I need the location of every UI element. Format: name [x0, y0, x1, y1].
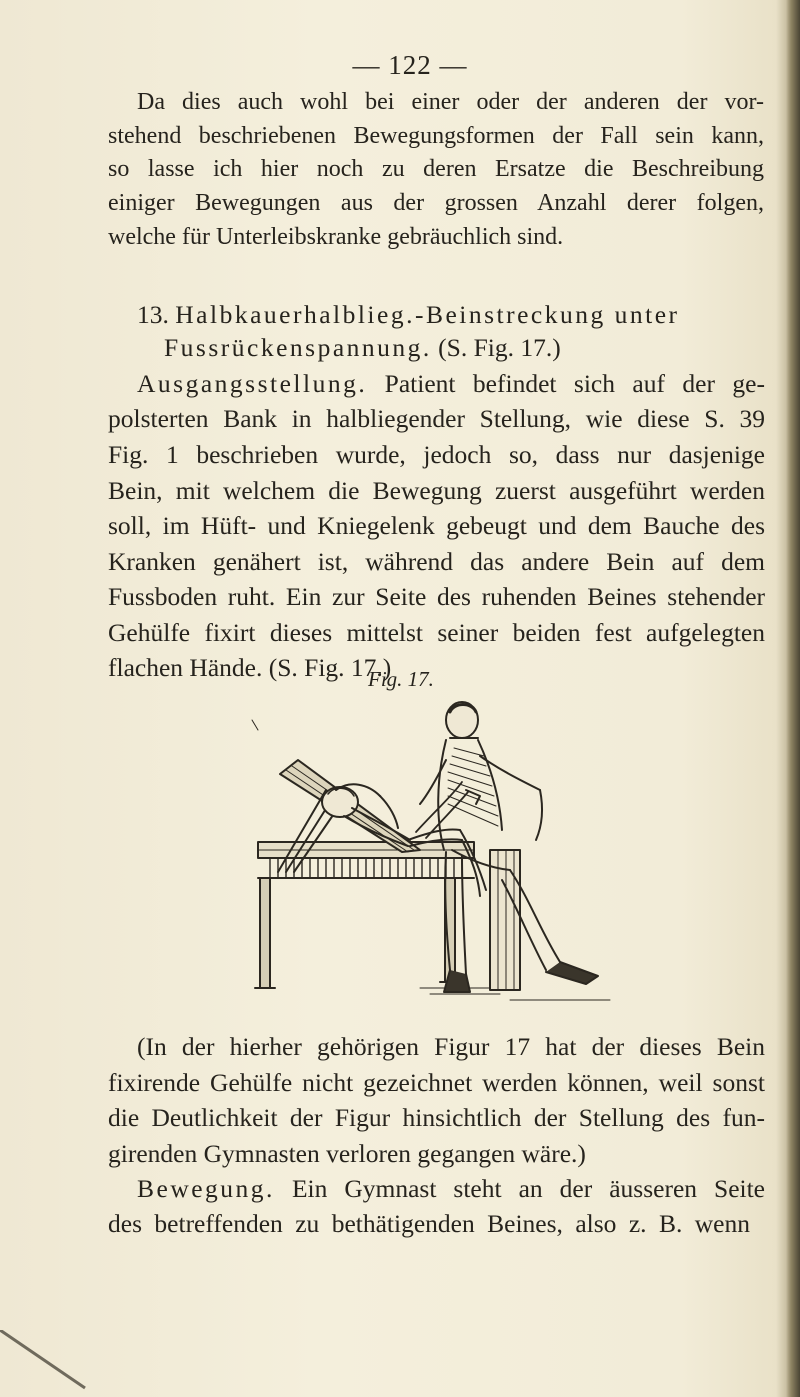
bewegung-first-rest: Ein Gymnast steht an der äusseren Seite: [291, 1174, 765, 1203]
note-line-3: die Deutlichkeit der Figur hinsichtlich der Stellung des fun-: [108, 1103, 765, 1132]
section-title-part2: Fussrückenspannung.: [164, 333, 432, 362]
ausgang-line-5: soll, im Hüft- und Kniegelenk gebeugt und dem Bauche des: [108, 511, 765, 540]
ausgang-line-4: Bein, mit welchem die Bewegung zuerst ausgeführt werden: [108, 476, 765, 505]
ausgang-label: Ausgangsstellung.: [137, 369, 368, 398]
section-title-ref: (S. Fig. 17.): [438, 333, 561, 362]
bewegung-line-1: [137, 1174, 765, 1204]
ausgang-line-2: polsterten Bank in halbliegender Stellung, wie diese S. 39: [108, 404, 765, 433]
intro-line-4: einiger Bewegungen aus der grossen Anzahl derer folgen,: [108, 190, 764, 216]
intro-line-3: so lasse ich hier noch zu deren Ersatze die Beschreibung: [108, 156, 764, 182]
page-number: — 122 —: [352, 50, 468, 80]
intro-line-1: Da dies auch wohl bei einer oder der anderen der vor-: [137, 89, 764, 115]
note-line-4: girenden Gymnasten verloren gegangen wäre.): [108, 1139, 586, 1168]
ausgang-line-3: Fig. 1 beschrieben wurde, jedoch so, dass nur dasjenige: [108, 440, 765, 469]
page-corner-crease: [0, 1330, 90, 1390]
bewegung-label: Bewegung.: [137, 1174, 275, 1203]
note-line-1: (In der hierher gehörigen Figur 17 hat der dieses Bein: [137, 1032, 765, 1061]
page-edge-shadow: [786, 0, 800, 1397]
ausgang-line-6: Kranken genähert ist, während das andere Bein auf dem: [108, 547, 765, 576]
section-number: 13.: [137, 300, 169, 329]
ausgang-line-7: Fussboden ruht. Ein zur Seite des ruhenden Beines stehender: [108, 582, 765, 611]
intro-line-2: stehend beschriebenen Bewegungsformen der Fall sein kann,: [108, 123, 764, 149]
figure-caption: Fig. 17.: [368, 667, 434, 691]
ausgang-line-8: Gehülfe fixirt dieses mittelst seiner beiden fest aufgelegten: [108, 618, 765, 647]
note-line-2: fixirende Gehülfe nicht gezeichnet werden können, weil sonst: [108, 1068, 765, 1097]
figure-illustration: [240, 700, 630, 1008]
section-title-part1: Halbkauerhalblieg.-Beinstreckung unter: [175, 300, 680, 329]
bench: [255, 842, 520, 990]
bewegung-line-2: des betreffenden zu bethätigenden Beines, also z. B. wenn: [108, 1209, 750, 1238]
ausgang-first-rest: Patient befindet sich auf der ge-: [384, 369, 765, 398]
section-heading-line-2: [164, 333, 561, 363]
section-heading-line-1: [137, 300, 680, 330]
ausgang-line-9: flachen Hände. (S. Fig. 17.): [108, 653, 392, 682]
ausgang-line-1: [137, 369, 765, 399]
intro-line-5: welche für Unterleibskranke gebräuchlich sind.: [108, 224, 564, 250]
